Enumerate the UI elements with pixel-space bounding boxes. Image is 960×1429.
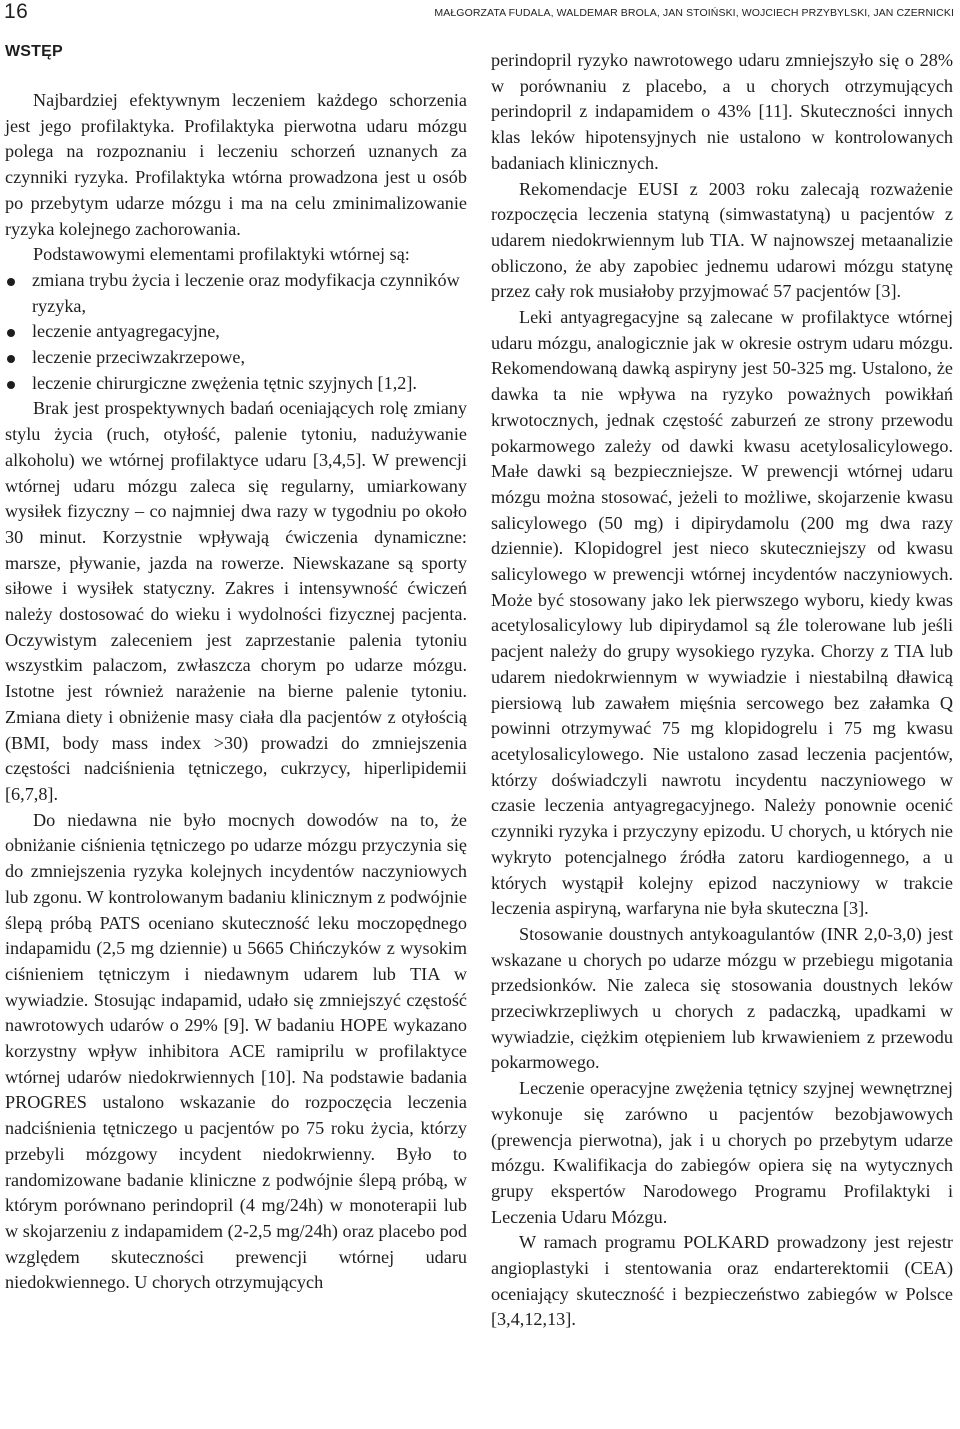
bullet-icon	[7, 329, 15, 337]
list-item	[5, 268, 467, 319]
paragraph: Leki antyagregacyjne są zalecane w profilaktyce wtórnej udaru mózgu, analogicznie jak w okresie ostrym udaru mózgu. Rekomendowaną dawką aspiryny jest 50-325 mg. Ustalono, że dawka ta nie wpływa na ryzyko poważnych powikłań krwotocznych, jednak częstość zaburzeń ze strony przewodu pokarmowego zależy od dawki kwasu acetylosalicylowego. Małe dawki są bezpieczniejsze. W prewencji wtórnej udaru mózgu można stosować, jeżeli to możliwe, skojarzenie kwasu salicylowego (50 mg) i dipirydamolu (200 mg dwa razy dziennie). Klopidogrel jest nieco skuteczniejszy od kwasu salicylowego w prewencji wtórnej incydentów naczyniowych. Może być stosowany jako lek pierwszego wyboru, kiedy kwas acetylosalicylowy lub dipirydamol są źle tolerowane lub jeśli pacjent należy do grupy wysokiego ryzyka. Chorzy z TIA lub udarem niedokrwiennym w wywiadzie i niestabilną dławicą piersiową lub zawałem mięśnia sercowego bez załamka Q powinni otrzymywać 75 mg klopidogrelu i 75 mg kwasu acetylosalicylowego. Nie ustalono zasad leczenia pacjentów, którzy doświadczyli nawrotu incydentu naczyniowego w czasie leczenia antyagregacyjnego. Należy ponownie ocenić czynniki ryzyka i przyczyny epizodu. U chorych, u których nie wykryto potencjalnego źródła zatoru kardiogennego, a u których wystąpił kolejny epizod naczyniowy w trakcie leczenia aspiryną, warfaryna nie była skuteczna [3].	[491, 307, 953, 919]
page-number: 16	[4, 0, 29, 23]
bullet-icon	[7, 355, 15, 363]
paragraph: Brak jest prospektywnych badań oceniających rolę zmiany stylu życia (ruch, otyłość, palenie tytoniu, nadużywanie alkoholu) we wtórnej profilaktyce udaru [3,4,5]. W prewencji wtórnej udaru mózgu zaleca się regularny, umiarkowany wysiłek fizyczny – co najmniej dwa razy w tygodniu po około 30 minut. Korzystnie wpływają ćwiczenia dynamiczne: marsze, pływanie, jazda na rowerze. Niewskazane są sporty siłowe i wysiłek statyczny. Zakres i intensywność ćwiczeń należy dostosować do wieku i wydolności fizycznej pacjenta. Oczywistym zaleceniem jest zaprzestanie palenia tytoniu wszystkim palaczom, zwłaszcza chorym po udarze mózgu. Istotne jest również narażenie na bierne palenie tytoniu. Zmiana diety i obniżenie masy ciała dla pacjentów z otyłością (BMI, body mass index >30) prowadzi do zmniejszenia częstości nadciśnienia tętniczego, cukrzycy, hiperlipidemii [6,7,8].	[5, 398, 467, 804]
bullet-list	[5, 268, 467, 397]
list-item	[5, 319, 467, 345]
running-header-authors: MAŁGORZATA FUDALA, WALDEMAR BROLA, JAN STOIŃSKI, WOJCIECH PRZYBYLSKI, JAN CZERNICKI	[434, 7, 954, 19]
paragraph: Podstawowymi elementami profilaktyki wtórnej są:	[33, 244, 410, 265]
paragraph: Stosowanie doustnych antykoagulantów (INR 2,0-3,0) jest wskazane u chorych po udarze mózgu w przebiegu migotania przedsionków. Nie zaleca się stosowania doustnych leków przeciwkrzepliwych u chorych z padaczką, upadkami w wywiadzie, ciężkim otępieniem lub krwawieniem z przewodu pokarmowego.	[491, 923, 953, 1073]
bullet-icon	[7, 381, 15, 389]
paragraph: Leczenie operacyjne zwężenia tętnicy szyjnej wewnętrznej wykonuje się zarówno u pacjentów bezobjawowych (prewencja pierwotna), jak i u chorych po przebytym udarze mózgu. Kwalifikacja do zabiegów opiera się na wytycznych grupy ekspertów Narodowego Programu Profilaktyki i Leczenia Udaru Mózgu.	[491, 1078, 953, 1227]
paragraph: perindopril ryzyko nawrotowego udaru zmniejszyło się o 28% w porównaniu z placebo, a u chorych otrzymujących perindopril z indapamidem o 43% [11]. Skuteczności innych klas leków hipotensyjnych nie ustalono w kontrolowanych badaniach klinicznych.	[491, 50, 953, 173]
right-column	[491, 48, 953, 1333]
left-column	[5, 42, 467, 1296]
list-item-text: leczenie chirurgiczne zwężenia tętnic szyjnych [1,2].	[32, 372, 417, 393]
paragraph: W ramach programu POLKARD prowadzony jest rejestr angioplastyki i stentowania oraz endarterektomii (CEA) oceniający skuteczność i bezpieczeństwo zabiegów w Polsce [3,4,12,13].	[491, 1232, 953, 1330]
list-item	[5, 371, 467, 397]
list-item-text: zmiana trybu życia i leczenie oraz modyfikacja czynników ryzyka,	[32, 269, 460, 316]
section-heading: WSTĘP	[5, 43, 63, 60]
paragraph: Rekomendacje EUSI z 2003 roku zalecają rozważenie rozpoczęcia leczenia statyną (simwastatyną) u pacjentów z udarem niedokrwiennym lub TIA. W najnowszej metaanalizie obliczono, że aby zapobiec jednemu udarowi mózgu statynę przez cały rok musiałoby przyjmować 57 pacjentów [3].	[491, 178, 953, 302]
list-item-text: leczenie antyagregacyjne,	[32, 321, 220, 342]
list-item	[5, 345, 467, 371]
paragraph: Do niedawna nie było mocnych dowodów na to, że obniżanie ciśnienia tętniczego po udarze mózgu przyczynia się do zmniejszenia ryzyka kolejnych incydentów naczyniowych lub zgonu. W kontrolowanym badaniu klinicznym z podwójnie ślepą próbą PATS oceniano skuteczność leku moczopędnego indapamidu (2,5 mg dziennie) u 5665 Chińczyków z wysokim ciśnieniem tętniczym i niedawnym udarem lub TIA w wywiadzie. Stosując indapamid, udało się zmniejszyć częstość nawrotowych udarów o 29% [9]. W badaniu HOPE wykazano korzystny wpływ inhibitora ACE ramiprilu w profilaktyce wtórnej udarów niedokrwiennych [10]. Na podstawie badania PROGRES ustalono wskazanie do rozpoczęcia leczenia nadciśnienia tętniczego u pacjentów po 75 roku życia, którzy przebyli mózgowy incydent niedokrwienny. Było to randomizowane badanie kliniczne z podwójnie ślepą próbą, w którym porównano perindopril (4 mg/24h) w monoterapii lub w skojarzeniu z indapamidem (2-2,5 mg/24h) oraz placebo pod względem skuteczności prewencji wtórnej udaru niedokwiennego. U chorych otrzymujących	[5, 809, 467, 1293]
bullet-icon	[7, 278, 15, 286]
list-item-text: leczenie przeciwzakrzepowe,	[32, 347, 246, 368]
paragraph: Najbardziej efektywnym leczeniem każdego schorzenia jest jego profilaktyka. Profilaktyka pierwotna udaru mózgu polega na rozpoznaniu i leczeniu schorzeń uznanych za czynniki ryzyka. Profilaktyka wtórna prowadzona jest u osób po przebytym udarze mózgu i ma na celu zminimalizowanie ryzyka kolejnego zachorowania.	[5, 90, 467, 239]
